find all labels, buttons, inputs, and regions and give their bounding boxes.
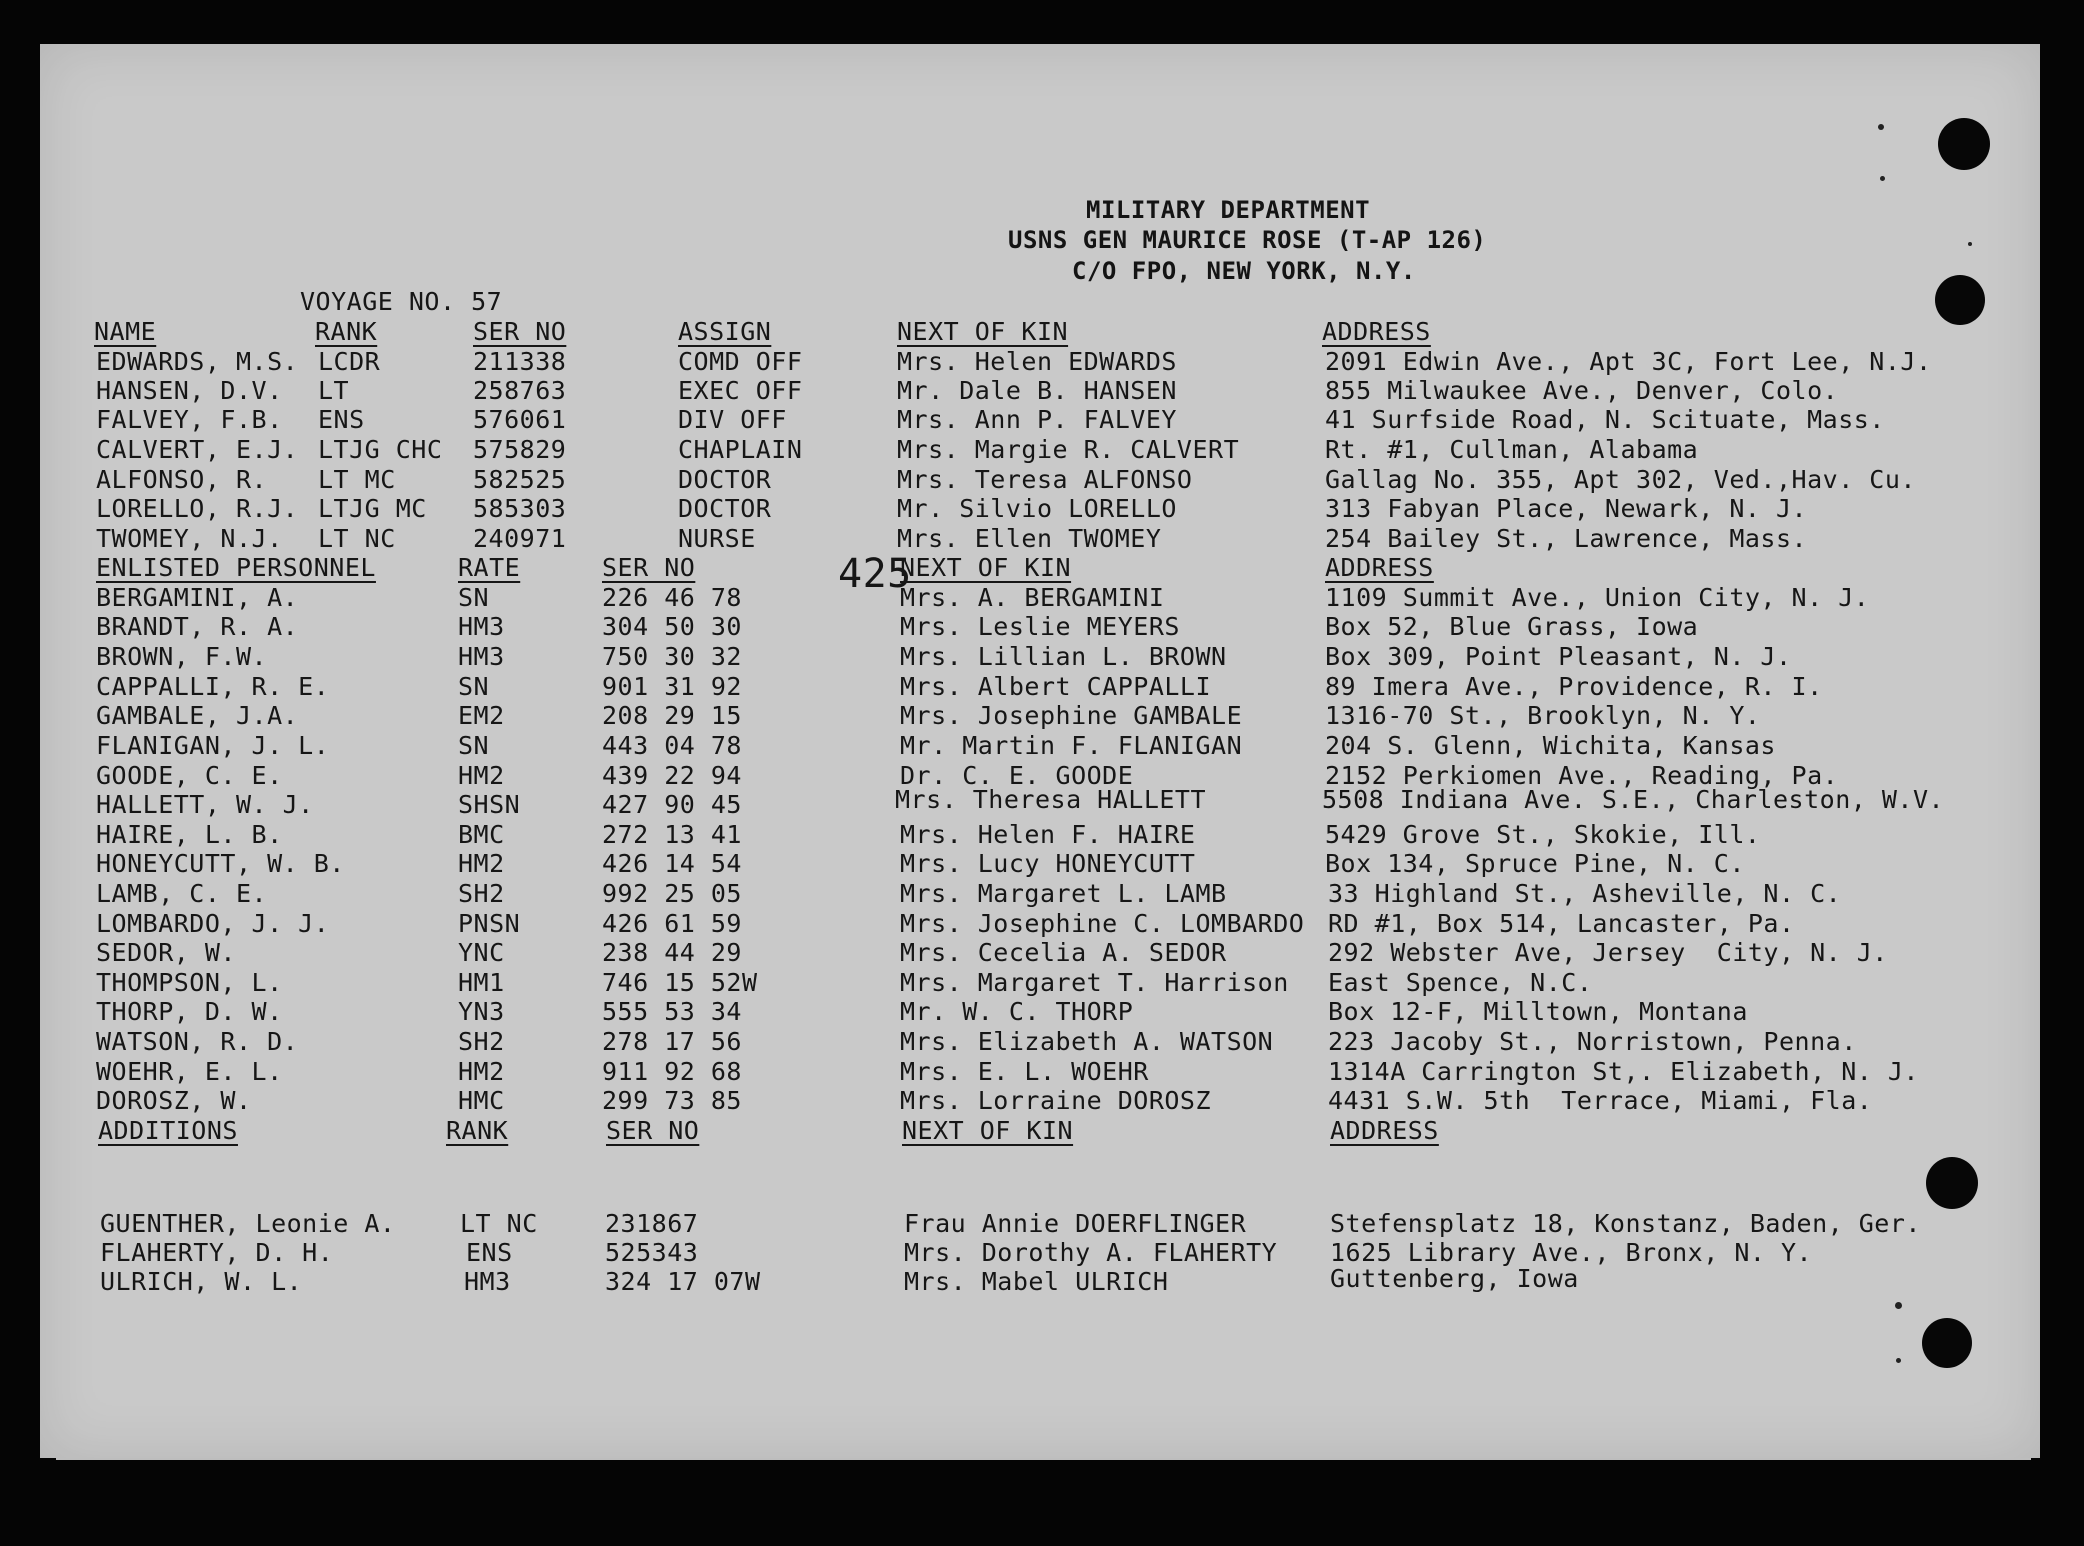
enlisted-name: GAMBALE, J.A. (96, 701, 299, 730)
enlisted-address: 33 Highland St., Asheville, N. C. (1328, 879, 1842, 908)
officer-address: Gallag No. 355, Apt 302, Ved.,Hav. Cu. (1325, 465, 1916, 494)
enlisted-ser-no: 426 61 59 (602, 909, 742, 938)
officer-address: 2091 Edwin Ave., Apt 3C, Fort Lee, N.J. (1325, 347, 1932, 376)
enlisted-address: Box 134, Spruce Pine, N. C. (1325, 849, 1745, 878)
officer-rank: LT (318, 376, 350, 405)
officer-next-of-kin: Mrs. Ellen TWOMEY (897, 524, 1162, 553)
enlisted-name: LOMBARDO, J. J. (96, 909, 330, 938)
column-header-next-of-kin: NEXT OF KIN (900, 553, 1072, 582)
officer-assign: COMD OFF (678, 347, 803, 376)
enlisted-address: RD #1, Box 514, Lancaster, Pa. (1328, 909, 1795, 938)
addition-name: GUENTHER, Leonie A. (100, 1209, 396, 1238)
enlisted-address: Box 309, Point Pleasant, N. J. (1325, 642, 1792, 671)
enlisted-name: FLANIGAN, J. L. (96, 731, 330, 760)
enlisted-rate: HM3 (458, 612, 505, 641)
column-header-ser-no: SER NO (602, 553, 696, 582)
officer-address: 254 Bailey St., Lawrence, Mass. (1325, 524, 1808, 553)
enlisted-ser-no: 299 73 85 (602, 1086, 742, 1115)
officer-next-of-kin: Mrs. Margie R. CALVERT (897, 435, 1240, 464)
enlisted-address: 89 Imera Ave., Providence, R. I. (1325, 672, 1823, 701)
addition-name: FLAHERTY, D. H. (100, 1238, 334, 1267)
enlisted-name: SEDOR, W. (96, 938, 236, 967)
enlisted-next-of-kin: Mrs. Leslie MEYERS (900, 612, 1180, 641)
officer-rank: ENS (318, 405, 365, 434)
header-line-3: C/O FPO, NEW YORK, N.Y. (1072, 257, 1416, 285)
enlisted-next-of-kin: Mrs. A. BERGAMINI (900, 583, 1165, 612)
enlisted-rate: SH2 (458, 879, 505, 908)
enlisted-name: THOMPSON, L. (96, 968, 283, 997)
enlisted-rate: HMC (458, 1086, 505, 1115)
enlisted-name: CAPPALLI, R. E. (96, 672, 330, 701)
officer-ser-no: 585303 (473, 494, 567, 523)
enlisted-ser-no: 750 30 32 (602, 642, 742, 671)
enlisted-next-of-kin: Mr. Martin F. FLANIGAN (900, 731, 1243, 760)
officer-rank: LTJG MC (318, 494, 427, 523)
enlisted-ser-no: 238 44 29 (602, 938, 742, 967)
column-header-name: NAME (94, 317, 157, 346)
addition-rank: HM3 (464, 1267, 511, 1296)
enlisted-address: 1109 Summit Ave., Union City, N. J. (1325, 583, 1870, 612)
paper-speck (1878, 124, 1884, 130)
enlisted-name: LAMB, C. E. (96, 879, 268, 908)
officer-name: LORELLO, R.J. (96, 494, 299, 523)
enlisted-ser-no: 992 25 05 (602, 879, 742, 908)
column-header-ser-no: SER NO (473, 317, 567, 346)
officer-name: HANSEN, D.V. (96, 376, 283, 405)
section-header-enlisted-personnel: ENLISTED PERSONNEL (96, 553, 376, 582)
enlisted-name: HONEYCUTT, W. B. (96, 849, 345, 878)
enlisted-rate: HM2 (458, 761, 505, 790)
enlisted-next-of-kin: Mrs. Elizabeth A. WATSON (900, 1027, 1274, 1056)
officer-assign: DIV OFF (678, 405, 787, 434)
enlisted-rate: YNC (458, 938, 505, 967)
enlisted-ser-no: 901 31 92 (602, 672, 742, 701)
enlisted-address: 4431 S.W. 5th Terrace, Miami, Fla. (1328, 1086, 1873, 1115)
enlisted-rate: HM2 (458, 849, 505, 878)
addition-next-of-kin: Frau Annie DOERFLINGER (904, 1209, 1247, 1238)
addition-next-of-kin: Mrs. Dorothy A. FLAHERTY (904, 1238, 1278, 1267)
enlisted-rate: SHSN (458, 790, 521, 819)
enlisted-address: 204 S. Glenn, Wichita, Kansas (1325, 731, 1776, 760)
enlisted-name: THORP, D. W. (96, 997, 283, 1026)
officer-assign: EXEC OFF (678, 376, 803, 405)
enlisted-address: 292 Webster Ave, Jersey City, N. J. (1328, 938, 1888, 967)
enlisted-name: WOEHR, E. L. (96, 1057, 283, 1086)
enlisted-name: WATSON, R. D. (96, 1027, 299, 1056)
binder-hole (1922, 1318, 1972, 1368)
officer-address: 41 Surfside Road, N. Scituate, Mass. (1325, 405, 1885, 434)
enlisted-next-of-kin: Mrs. Josephine C. LOMBARDO (900, 909, 1305, 938)
column-header-rank: RANK (446, 1116, 509, 1145)
officer-next-of-kin: Mr. Silvio LORELLO (897, 494, 1177, 523)
officer-next-of-kin: Mr. Dale B. HANSEN (897, 376, 1177, 405)
enlisted-ser-no: 427 90 45 (602, 790, 742, 819)
page-number: 425 (838, 551, 912, 597)
enlisted-next-of-kin: Dr. C. E. GOODE (900, 761, 1134, 790)
enlisted-ser-no: 555 53 34 (602, 997, 742, 1026)
enlisted-rate: YN3 (458, 997, 505, 1026)
addition-rank: LT NC (460, 1209, 538, 1238)
column-header-assign: ASSIGN (678, 317, 772, 346)
officer-name: CALVERT, E.J. (96, 435, 299, 464)
enlisted-next-of-kin: Mrs. Theresa HALLETT (895, 785, 1207, 814)
officer-rank: LTJG CHC (318, 435, 443, 464)
officer-name: FALVEY, F.B. (96, 405, 283, 434)
enlisted-next-of-kin: Mrs. Lillian L. BROWN (900, 642, 1227, 671)
paper-speck (1895, 1302, 1902, 1309)
enlisted-address: 1314A Carrington St,. Elizabeth, N. J. (1328, 1057, 1919, 1086)
enlisted-name: GOODE, C. E. (96, 761, 283, 790)
enlisted-address: 2152 Perkiomen Ave., Reading, Pa. (1325, 761, 1839, 790)
section-header-additions: ADDITIONS (98, 1116, 238, 1145)
officer-ser-no: 211338 (473, 347, 567, 376)
addition-ser-no: 525343 (605, 1238, 699, 1267)
binder-hole (1926, 1157, 1978, 1209)
enlisted-rate: SN (458, 583, 490, 612)
column-header-next-of-kin: NEXT OF KIN (897, 317, 1069, 346)
officer-ser-no: 258763 (473, 376, 567, 405)
addition-ser-no: 231867 (605, 1209, 699, 1238)
enlisted-address: 5508 Indiana Ave. S.E., Charleston, W.V. (1322, 785, 1945, 814)
binder-hole (1938, 118, 1990, 170)
paper-speck (1896, 1358, 1901, 1363)
enlisted-rate: HM3 (458, 642, 505, 671)
officer-ser-no: 576061 (473, 405, 567, 434)
enlisted-rate: HM1 (458, 968, 505, 997)
column-header-address: ADDRESS (1325, 553, 1434, 582)
enlisted-ser-no: 746 15 52W (602, 968, 758, 997)
enlisted-rate: SH2 (458, 1027, 505, 1056)
enlisted-next-of-kin: Mrs. Cecelia A. SEDOR (900, 938, 1227, 967)
paper-speck (1968, 242, 1972, 246)
binder-hole (1935, 275, 1985, 325)
enlisted-ser-no: 278 17 56 (602, 1027, 742, 1056)
enlisted-next-of-kin: Mrs. E. L. WOEHR (900, 1057, 1149, 1086)
enlisted-next-of-kin: Mrs. Helen F. HAIRE (900, 820, 1196, 849)
enlisted-address: East Spence, N.C. (1328, 968, 1593, 997)
enlisted-ser-no: 272 13 41 (602, 820, 742, 849)
enlisted-rate: SN (458, 672, 490, 701)
column-header-next-of-kin: NEXT OF KIN (902, 1116, 1074, 1145)
column-header-ser-no: SER NO (606, 1116, 700, 1145)
enlisted-next-of-kin: Mrs. Margaret L. LAMB (900, 879, 1227, 908)
enlisted-ser-no: 226 46 78 (602, 583, 742, 612)
enlisted-next-of-kin: Mrs. Josephine GAMBALE (900, 701, 1243, 730)
header-line-2: USNS GEN MAURICE ROSE (T-AP 126) (1008, 226, 1487, 254)
enlisted-address: 1316-70 St., Brooklyn, N. Y. (1325, 701, 1761, 730)
enlisted-next-of-kin: Mr. W. C. THORP (900, 997, 1134, 1026)
enlisted-address: Box 52, Blue Grass, Iowa (1325, 612, 1699, 641)
enlisted-rate: HM2 (458, 1057, 505, 1086)
enlisted-address: 5429 Grove St., Skokie, Ill. (1325, 820, 1761, 849)
enlisted-name: HAIRE, L. B. (96, 820, 283, 849)
header-line-1: MILITARY DEPARTMENT (1086, 196, 1371, 224)
addition-name: ULRICH, W. L. (100, 1267, 303, 1296)
enlisted-name: BERGAMINI, A. (96, 583, 299, 612)
officer-ser-no: 575829 (473, 435, 567, 464)
enlisted-ser-no: 426 14 54 (602, 849, 742, 878)
enlisted-name: HALLETT, W. J. (96, 790, 314, 819)
column-header-address: ADDRESS (1322, 317, 1431, 346)
enlisted-ser-no: 911 92 68 (602, 1057, 742, 1086)
addition-address: Guttenberg, Iowa (1330, 1264, 1579, 1293)
enlisted-ser-no: 208 29 15 (602, 701, 742, 730)
officer-name: TWOMEY, N.J. (96, 524, 283, 553)
enlisted-rate: EM2 (458, 701, 505, 730)
officer-next-of-kin: Mrs. Helen EDWARDS (897, 347, 1177, 376)
column-header-rank: RANK (315, 317, 378, 346)
officer-next-of-kin: Mrs. Teresa ALFONSO (897, 465, 1193, 494)
officer-rank: LT MC (318, 465, 396, 494)
enlisted-name: BRANDT, R. A. (96, 612, 299, 641)
addition-address: 1625 Library Ave., Bronx, N. Y. (1330, 1238, 1813, 1267)
addition-ser-no: 324 17 07W (605, 1267, 761, 1296)
enlisted-name: BROWN, F.W. (96, 642, 268, 671)
column-header-address: ADDRESS (1330, 1116, 1439, 1145)
enlisted-ser-no: 443 04 78 (602, 731, 742, 760)
paper-speck (1880, 176, 1885, 181)
enlisted-ser-no: 304 50 30 (602, 612, 742, 641)
officer-ser-no: 582525 (473, 465, 567, 494)
enlisted-address: Box 12-F, Milltown, Montana (1328, 997, 1748, 1026)
officer-address: 855 Milwaukee Ave., Denver, Colo. (1325, 376, 1839, 405)
officer-assign: NURSE (678, 524, 756, 553)
officer-assign: DOCTOR (678, 465, 772, 494)
enlisted-address: 223 Jacoby St., Norristown, Penna. (1328, 1027, 1857, 1056)
addition-rank: ENS (466, 1238, 513, 1267)
officer-name: EDWARDS, M.S. (96, 347, 299, 376)
addition-next-of-kin: Mrs. Mabel ULRICH (904, 1267, 1169, 1296)
voyage-number: VOYAGE NO. 57 (300, 287, 503, 316)
officer-assign: CHAPLAIN (678, 435, 803, 464)
enlisted-next-of-kin: Mrs. Albert CAPPALLI (900, 672, 1212, 701)
officer-address: 313 Fabyan Place, Newark, N. J. (1325, 494, 1808, 523)
enlisted-rate: BMC (458, 820, 505, 849)
officer-name: ALFONSO, R. (96, 465, 268, 494)
officer-assign: DOCTOR (678, 494, 772, 523)
officer-rank: LT NC (318, 524, 396, 553)
enlisted-name: DOROSZ, W. (96, 1086, 252, 1115)
officer-address: Rt. #1, Cullman, Alabama (1325, 435, 1699, 464)
officer-rank: LCDR (318, 347, 381, 376)
column-header-rate: RATE (458, 553, 521, 582)
enlisted-ser-no: 439 22 94 (602, 761, 742, 790)
addition-address: Stefensplatz 18, Konstanz, Baden, Ger. (1330, 1209, 1921, 1238)
enlisted-next-of-kin: Mrs. Lorraine DOROSZ (900, 1086, 1212, 1115)
enlisted-next-of-kin: Mrs. Lucy HONEYCUTT (900, 849, 1196, 878)
enlisted-rate: PNSN (458, 909, 521, 938)
enlisted-next-of-kin: Mrs. Margaret T. Harrison (900, 968, 1289, 997)
officer-ser-no: 240971 (473, 524, 567, 553)
officer-next-of-kin: Mrs. Ann P. FALVEY (897, 405, 1177, 434)
enlisted-rate: SN (458, 731, 490, 760)
